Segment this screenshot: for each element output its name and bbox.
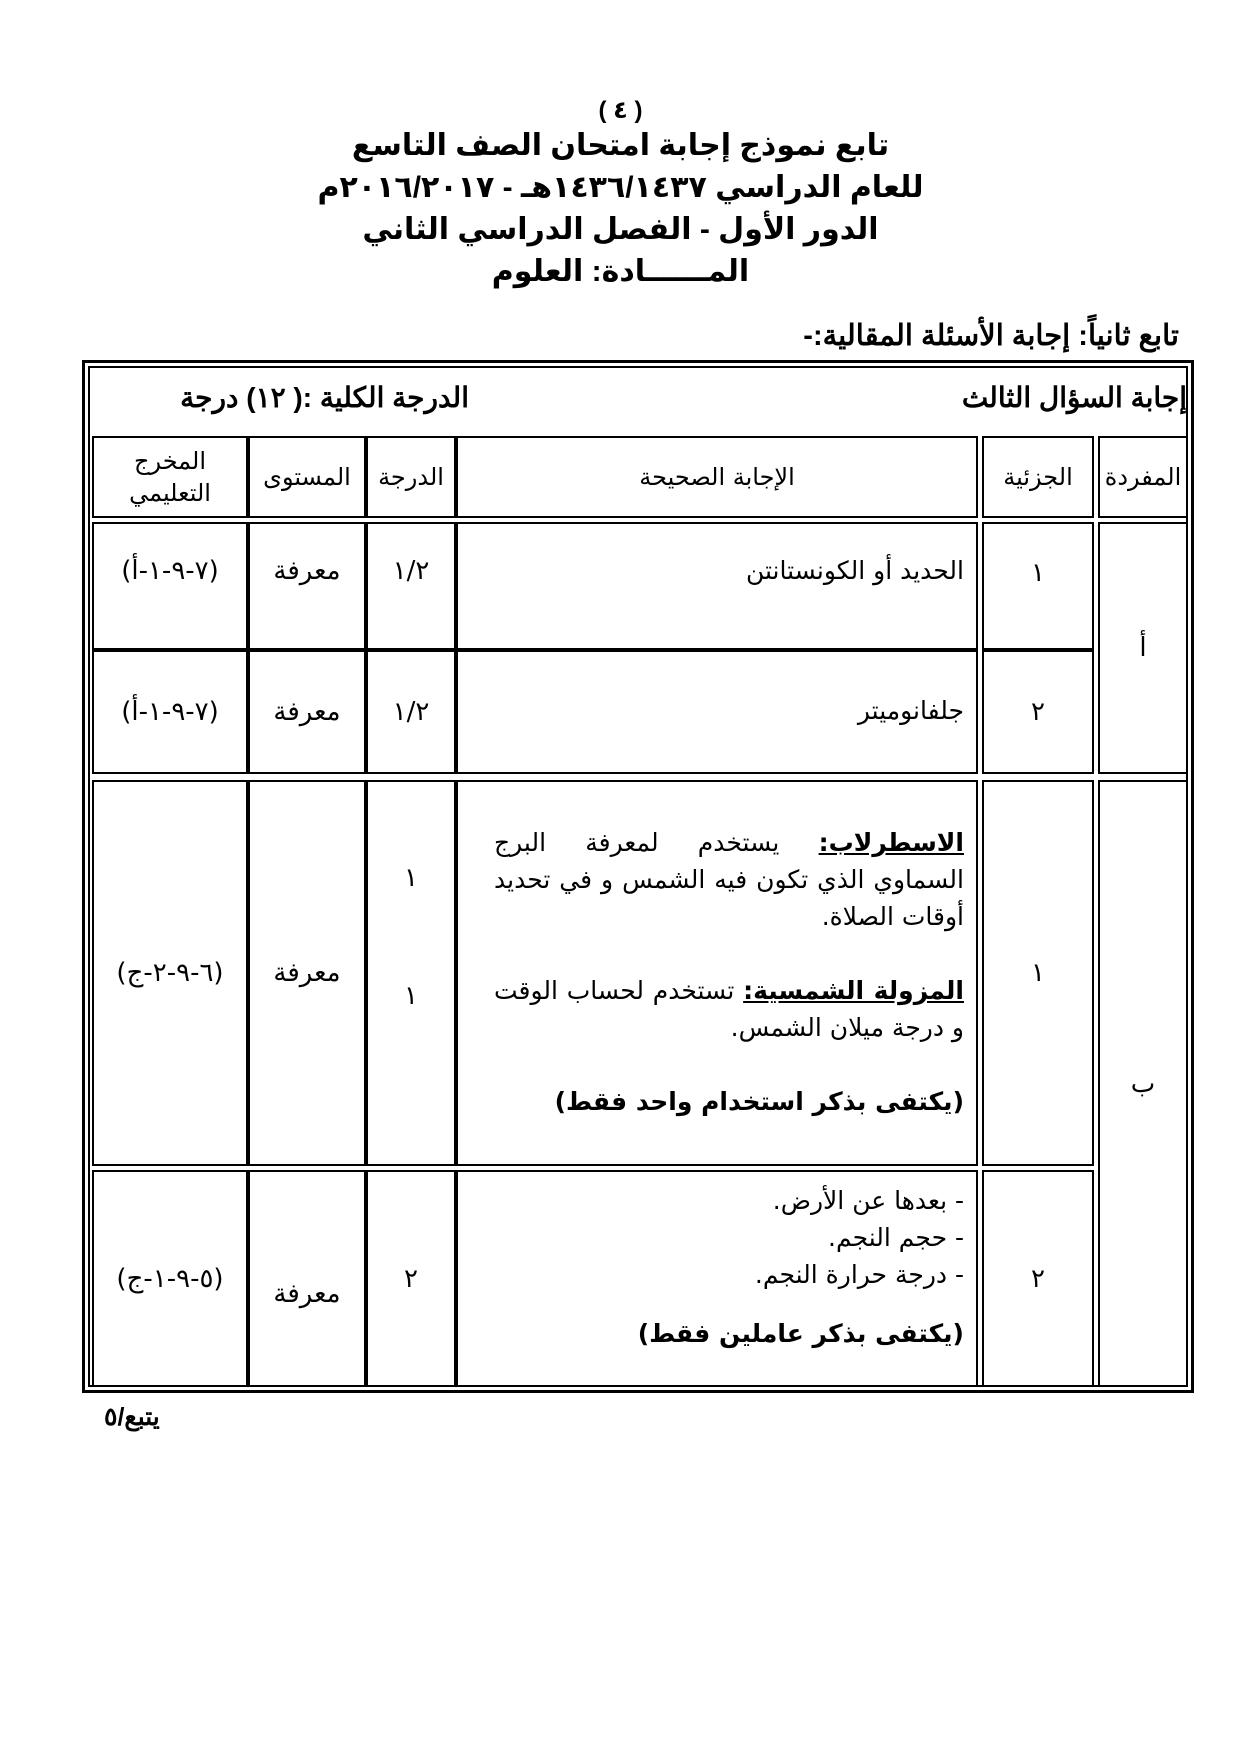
answer-text: جلفانوميتر xyxy=(857,696,964,725)
section-title: تابع ثانياً: إجابة الأسئلة المقالية:- xyxy=(803,320,1179,352)
term-astrolabe: الاسطرلاب: xyxy=(818,828,964,857)
grade-value: ١ xyxy=(404,863,418,893)
table-row-grade: ١/٢ xyxy=(366,522,456,650)
table-row-grade: ٢ xyxy=(366,1170,456,1387)
term-sundial: المزولة الشمسية: xyxy=(743,976,964,1005)
table-row-grade: ١/٢ xyxy=(366,650,456,774)
table-row-part: ١ xyxy=(982,780,1094,1166)
table-row-outcome: (٧-٩-١-أ) xyxy=(92,522,248,650)
answer-text: الحديد أو الكونستانتن xyxy=(745,556,964,585)
table-row-level: معرفة xyxy=(248,650,366,774)
answer-note: (يكتفى بذكر استخدام واحد فقط) xyxy=(554,1087,964,1116)
academic-year: للعام الدراسي ١٤٣٦/١٤٣٧هـ - ٢٠١٦/٢٠١٧م xyxy=(317,171,924,204)
subject: المــــــادة: العلوم xyxy=(491,255,750,288)
list-item: - بعدها عن الأرض. xyxy=(772,1186,964,1215)
table-row-outcome: (٧-٩-١-أ) xyxy=(92,650,248,774)
table-row-outcome: (٦-٩-٢-ج) xyxy=(92,780,248,1166)
table-row-grade xyxy=(366,780,456,1166)
table-row-answer xyxy=(456,522,978,650)
col-header-answer: الإجابة الصحيحة xyxy=(456,436,978,518)
exam-session: الدور الأول - الفصل الدراسي الثاني xyxy=(362,213,879,246)
table-row-answer xyxy=(456,780,978,1166)
table-row-part: ٢ xyxy=(982,650,1094,774)
table-row-answer xyxy=(456,650,978,774)
continued-note: يتبع/٥ xyxy=(104,1403,160,1431)
table-row-level: معرفة xyxy=(248,522,366,650)
table-row-answer xyxy=(456,1170,978,1387)
answer-sundial xyxy=(494,972,964,1046)
question-title: إجابة السؤال الثالث xyxy=(961,382,1187,413)
table-row-level: معرفة xyxy=(248,780,366,1166)
page-number: ( ٤ ) xyxy=(598,97,643,124)
answer-note: (يكتفى بذكر عاملين فقط) xyxy=(637,1319,964,1348)
table-row-outcome: (٥-٩-١-ج) xyxy=(92,1170,248,1387)
list-item: - حجم النجم. xyxy=(828,1223,964,1252)
grade-value: ١ xyxy=(404,981,418,1011)
item-label-a: أ xyxy=(1098,522,1188,774)
answer-astrolabe xyxy=(494,824,964,935)
total-grade: الدرجة الكلية :( ١٢) درجة xyxy=(180,382,469,413)
col-header-level: المستوى xyxy=(248,436,366,518)
col-header-part: الجزئية xyxy=(982,436,1094,518)
table-row-level: معرفة xyxy=(248,1170,366,1387)
answer-text: تستخدم لحساب الوقت و درجة ميلان الشمس. xyxy=(494,976,964,1042)
col-header-grade: الدرجة xyxy=(366,436,456,518)
table-row-part: ٢ xyxy=(982,1170,1094,1387)
list-item: - درجة حرارة النجم. xyxy=(754,1260,964,1289)
col-header-item: المفردة xyxy=(1098,436,1188,518)
table-row-part: ١ xyxy=(982,522,1094,650)
item-label-b: ب xyxy=(1098,780,1188,1387)
answer-text: يستخدم لمعرفة البرج السماوي الذي تكون فيه الشمس و في تحديد أوقات الصلاة. xyxy=(494,828,964,931)
doc-title: تابع نموذج إجابة امتحان الصف التاسع xyxy=(351,129,890,162)
col-header-outcome: المخرج التعليمي xyxy=(92,436,248,518)
